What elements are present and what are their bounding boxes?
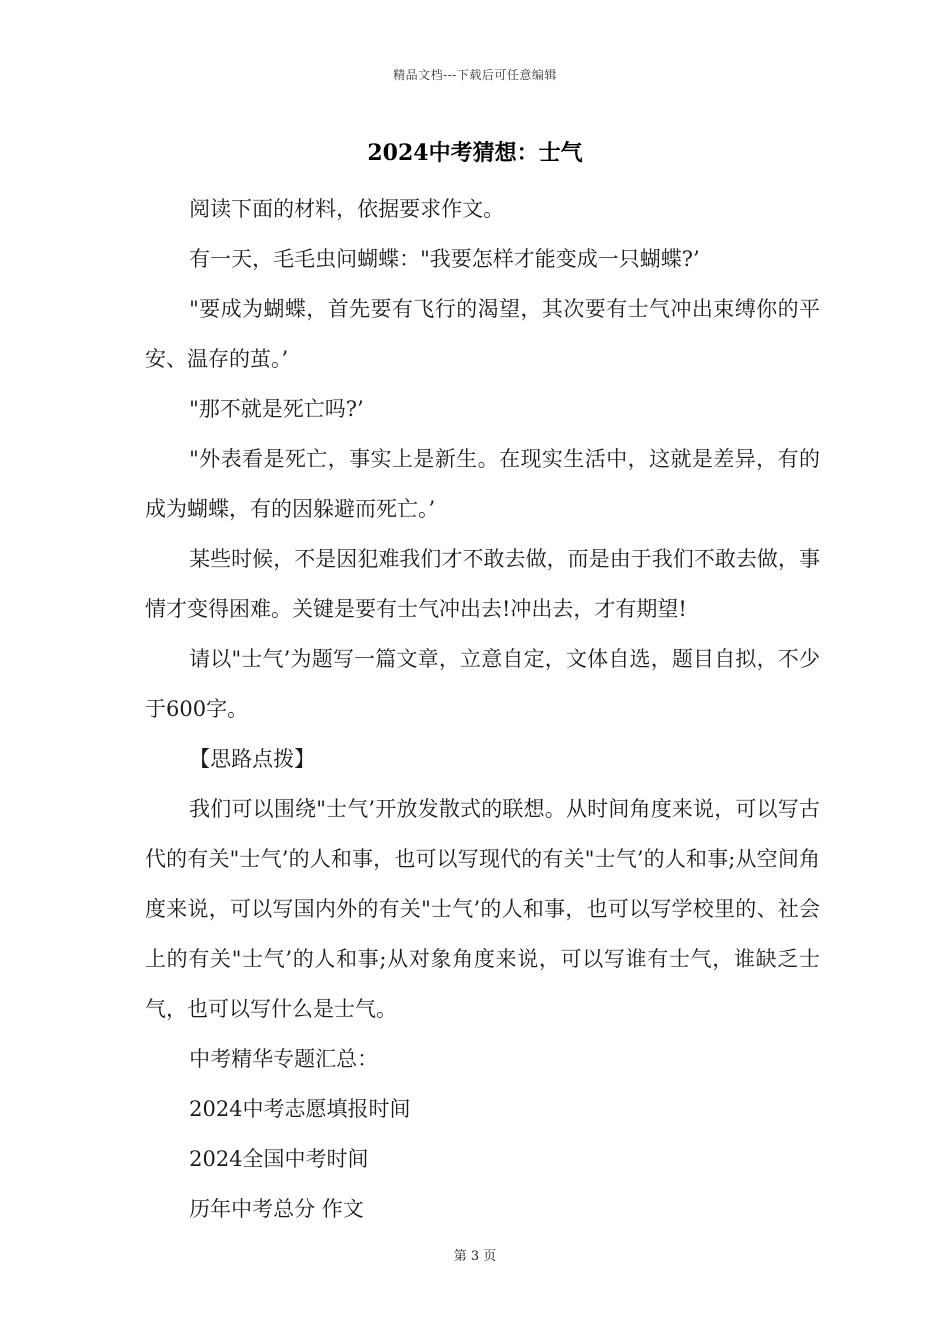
paragraph: 某些时候，不是因犯难我们才不敢去做，而是由于我们不敢去做，事情才变得困难。关键是要有士气冲出去!冲出去，才有期望! [145,547,820,621]
paragraph: 有一天，毛毛虫问蝴蝶："我要怎样才能变成一只蝴蝶?’ [189,247,700,271]
page-header: 精品文档---下载后可任意编辑 [393,68,557,82]
paragraph: 中考精华专题汇总： [189,1047,379,1071]
related-link: 历年中考总分 作文 [189,1197,364,1221]
page-number: 第 3 页 [453,1249,497,1264]
paragraph: 阅读下面的材料，依据要求作文。 [189,197,505,221]
related-link: 2024全国中考时间 [189,1147,369,1171]
document-title: 2024中考猜想：士气 [367,140,583,166]
section-heading: 【思路点拨】 [189,747,316,771]
paragraph: "要成为蝴蝶，首先要有飞行的渴望，其次要有士气冲出束缚你的平安、温存的茧。’ [145,297,820,371]
paragraph: 请以"士气’为题写一篇文章，立意自定，文体自选，题目自拟，不少于600字。 [145,647,820,721]
paragraph: "外表看是死亡，事实上是新生。在现实生活中，这就是差异，有的成为蝴蝶，有的因躲避而死亡。’ [145,447,820,521]
paragraph: "那不就是死亡吗?’ [189,397,364,421]
document-body [145,184,820,1234]
paragraph: 我们可以围绕"士气’开放发散式的联想。从时间角度来说，可以写古代的有关"士气’的人和事，也可以写现代的有关"士气’的人和事;从空间角度来说，可以写国内外的有关"士气’的人和事，也可以写学校里的、社会上的有关"士气’的人和事;从对象角度来说，可以写谁有士气，谁缺乏士气，也可以写什么是士气。 [145,797,820,1021]
related-link: 2024中考志愿填报时间 [189,1097,411,1121]
